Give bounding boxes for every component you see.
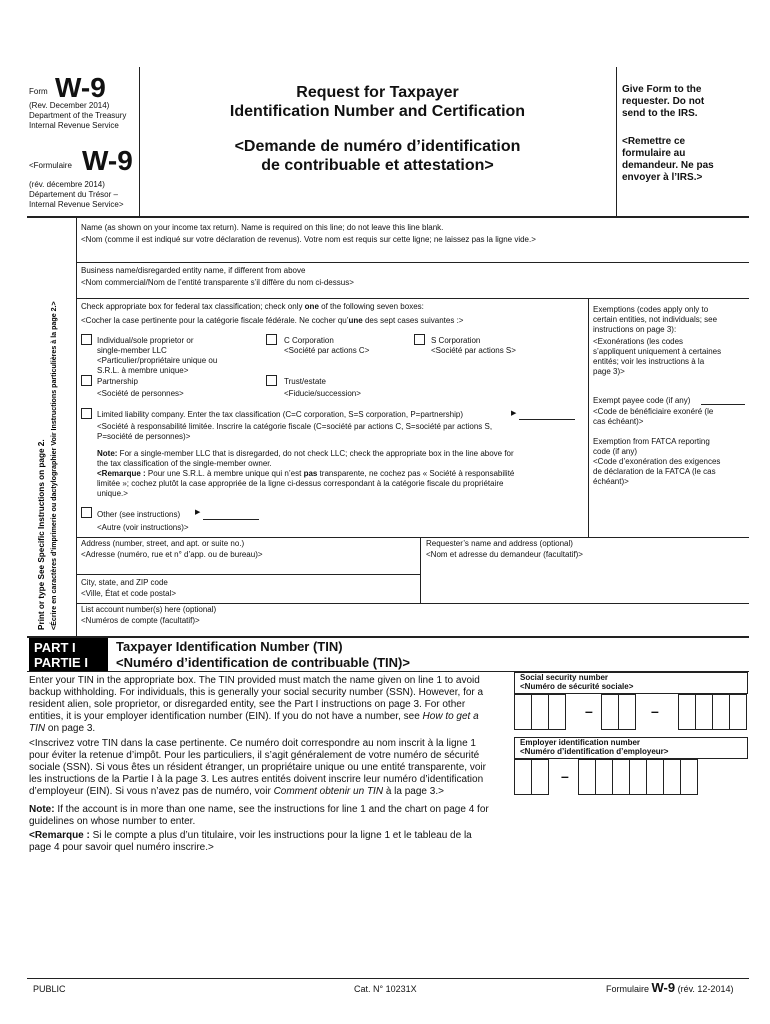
individual-checkbox[interactable] xyxy=(81,334,92,345)
exemptions-label-3: instructions on page 3): xyxy=(593,325,677,334)
name-label-fr: <Nom (comme il est indiqué sur votre déclaration de revenus). Votre nom est requis sur cette ligne; ne laissez pas la ligne vide.> xyxy=(81,235,536,244)
c-corporation-checkbox[interactable] xyxy=(266,334,277,345)
s-corporation-checkbox[interactable] xyxy=(414,334,425,345)
city-label: City, state, and ZIP code xyxy=(81,578,168,587)
exemptions-label-fr-3: entités; voir les instructions à la xyxy=(593,357,705,366)
trust-estate-label-fr: <Fiducie/succession> xyxy=(284,389,361,398)
fatca-label-fr-2: de déclaration de la FATCA (le cas xyxy=(593,467,716,476)
exemptions-label-fr: <Exonérations (les codes xyxy=(593,337,684,346)
individual-label-fr: <Particulier/propriétaire unique ou xyxy=(97,356,218,365)
instructions-line: backup withholding. For individuals, this is generally your social security number (SSN). However, for a xyxy=(29,687,484,698)
business-name-label-fr: <Nom commercial/Nom de l’entité transparente s’il diffère du nom ci-dessus> xyxy=(81,278,354,287)
address-label: Address (number, street, and apt. or suite no.) xyxy=(81,539,245,548)
s-corporation-label-fr: <Société par actions S> xyxy=(431,346,516,355)
catalog-number: Cat. N° 10231X xyxy=(354,984,417,994)
part1-remark: <Remarque : Si le compte a plus d’un titulaire, voir les instructions pour la ligne 1 et le tableau de la xyxy=(29,830,472,841)
partnership-label-fr: <Société de personnes> xyxy=(97,389,184,398)
requester-label: Requester’s name and address (optional) xyxy=(426,539,573,548)
llc-classification-field[interactable] xyxy=(519,419,575,420)
part-title-fr: <Numéro d’identification de contribuable (TIN)> xyxy=(116,655,410,670)
ssn-dash: – xyxy=(585,703,593,719)
business-name-label: Business name/disregarded entity name, if different from above xyxy=(81,266,306,275)
exemptions-label-fr-4: page 3)> xyxy=(593,367,625,376)
trust-estate-label: Trust/estate xyxy=(284,377,326,386)
revision-date-fr: (rév. décembre 2014) xyxy=(29,180,105,189)
give-form-line3: send to the IRS. xyxy=(622,108,698,119)
form-word: Form xyxy=(29,87,48,96)
llc-note: Note: For a single-member LLC that is disregarded, do not check LLC; check the appropriate box in the line above for xyxy=(97,449,514,458)
requester-label-fr: <Nom et adresse du demandeur (facultatif)> xyxy=(426,550,583,559)
instructions-line: entities, it is your employer identification number (EIN). If you do not have a number, see How to get a xyxy=(29,711,479,722)
ein-label-fr: <Numéro d’identification d’employeur> xyxy=(520,747,669,756)
fatca-label-2: code (if any) xyxy=(593,447,638,456)
individual-label-fr-2: S.R.L. à membre unique> xyxy=(97,366,189,375)
part1-note-2: guidelines on whose number to enter. xyxy=(29,816,196,827)
fatca-label-fr: <Code d’exonération des exigences xyxy=(593,457,721,466)
ein-dash: – xyxy=(561,768,569,784)
give-form-fr-line3: demandeur. Ne pas xyxy=(622,160,714,171)
llc-label: Limited liability company. Enter the tax classification (C=C corporation, S=S corporation, P=partnership) xyxy=(97,410,464,419)
llc-checkbox[interactable] xyxy=(81,408,92,419)
name-label: Name (as shown on your income tax return). Name is required on this line; do not leave this line blank. xyxy=(81,223,444,232)
partnership-checkbox[interactable] xyxy=(81,375,92,386)
instructions-line-fr: <Inscrivez votre TIN dans la case pertinente. Ce numéro doit correspondre au nom inscrit à la ligne 1 xyxy=(29,738,476,749)
give-form-line2: requester. Do not xyxy=(622,96,705,107)
c-corporation-label-fr: <Société par actions C> xyxy=(284,346,370,355)
llc-note-fr-3: unique.> xyxy=(97,489,128,498)
arrow-icon: ▶ xyxy=(511,410,517,417)
department-name-fr: Département du Trésor – xyxy=(29,190,118,199)
part-badge-en: PART I xyxy=(34,640,76,655)
side-label-line2: <Écrire en caractères d’imprimerie ou dactylographier Voir Instructions particulières à la page 2.> xyxy=(50,301,58,630)
c-corporation-label: C Corporation xyxy=(284,336,334,345)
ein-label: Employer identification number xyxy=(520,738,641,747)
fatca-label: Exemption from FATCA reporting xyxy=(593,437,710,446)
partnership-label: Partnership xyxy=(97,377,138,386)
form-word-fr: <Formulaire xyxy=(29,161,72,170)
title-en-line1: Request for Taxpayer xyxy=(296,84,459,101)
footer-left: PUBLIC xyxy=(33,984,66,994)
other-checkbox[interactable] xyxy=(81,507,92,518)
give-form-line1: Give Form to the xyxy=(622,84,702,95)
part-badge-fr: PARTIE I xyxy=(34,655,88,670)
address-label-fr: <Adresse (numéro, rue et n° d’app. ou de bureau)> xyxy=(81,550,263,559)
title-fr-line1: <Demande de numéro d’identification xyxy=(234,138,521,155)
exempt-payee-field[interactable] xyxy=(701,404,745,405)
form-number: W-9 xyxy=(55,72,106,103)
instructions-line-fr: d’employeur (EIN). Si vous n’avez pas de numéro, voir Comment obtenir un TIN à la page 3.> xyxy=(29,786,444,797)
title-en-line2: Identification Number and Certification xyxy=(229,103,526,120)
classification-label-fr: <Cocher la case pertinente pour la catégorie fiscale fédérale. Ne cocher qu’une des sept cases suivantes :> xyxy=(81,316,464,325)
llc-label-fr: <Société à responsabilité limitée. Inscrire la catégorie fiscale (C=société par actions C, S=société par actions S, xyxy=(97,422,493,431)
ssn-dash: – xyxy=(651,703,659,719)
classification-label: Check appropriate box for federal tax classification; check only one of the following seven boxes: xyxy=(81,302,424,311)
llc-note-fr: <Remarque : Pour une S.R.L. à membre unique qui n’est pas transparente, ne cochez pas « Société à responsabilité xyxy=(97,469,515,478)
trust-estate-checkbox[interactable] xyxy=(266,375,277,386)
form-number-fr: W-9 xyxy=(82,145,133,176)
exempt-payee-label-fr-2: cas échéant)> xyxy=(593,417,644,426)
part1-note: Note: If the account is in more than one name, see the instructions for line 1 and the chart on page 4 for xyxy=(29,804,489,815)
llc-note-fr-2: limitée »; cochez plutôt la case appropriée de la ligne ci-dessus correspondant à la catégorie fiscale du propriétaire xyxy=(97,479,504,488)
footer-right: Formulaire W-9 (rév. 12-2014) xyxy=(606,980,734,995)
title-fr-line2: de contribuable et attestation> xyxy=(261,157,494,174)
arrow-icon: ▶ xyxy=(195,509,201,516)
fatca-label-fr-3: échéant)> xyxy=(593,477,629,486)
city-label-fr: <Ville, État et code postal> xyxy=(81,589,177,598)
ssn-label: Social security number xyxy=(520,673,609,682)
ssn-label-fr: <Numéro de sécurité sociale> xyxy=(520,682,634,691)
revision-date: (Rev. December 2014) xyxy=(29,101,110,110)
llc-label-fr-2: P=société de personnes)> xyxy=(97,432,191,441)
exempt-payee-label-fr: <Code de bénéficiaire exonéré (le xyxy=(593,407,714,416)
other-classification-field[interactable] xyxy=(203,519,259,520)
part-title: Taxpayer Identification Number (TIN) xyxy=(116,639,343,654)
account-label-fr: <Numéros de compte (facultatif)> xyxy=(81,616,200,625)
instructions-line: TIN on page 3. xyxy=(29,723,96,734)
give-form-fr-line4: envoyer à l’IRS.> xyxy=(622,172,703,183)
individual-label: Individual/sole proprietor or xyxy=(97,336,194,345)
llc-note-2: the tax classification of the single-member owner. xyxy=(97,459,272,468)
instructions-line-fr: pour éviter la retenue d’impôt. Pour les particuliers, il s’agit généralement de votre numéro de sécurité xyxy=(29,750,480,761)
part1-remark-2: page 4 pour savoir quel numéro inscrire.> xyxy=(29,842,214,853)
side-label xyxy=(29,228,79,636)
agency-name: Internal Revenue Service xyxy=(29,121,119,130)
part-badge xyxy=(29,638,108,671)
exempt-payee-label: Exempt payee code (if any) xyxy=(593,396,691,405)
exemptions-label-fr-2: s’appliquent uniquement à certaines xyxy=(593,347,722,356)
other-label-fr: <Autre (voir instructions)> xyxy=(97,523,189,532)
exemptions-label: Exemptions (codes apply only to xyxy=(593,305,709,314)
s-corporation-label: S Corporation xyxy=(431,336,481,345)
agency-name-fr: Internal Revenue Service> xyxy=(29,200,124,209)
side-label-line1: Print or type See Specific Instructions on page 2. xyxy=(37,439,46,630)
give-form-fr-line1: <Remettre ce xyxy=(622,136,686,147)
department-name: Department of the Treasury xyxy=(29,111,127,120)
other-label: Other (see instructions) xyxy=(97,510,181,519)
instructions-line-fr: sociale (SSN). Si vous êtes un résident étranger, un propriétaire unique ou une entité transparente, voir xyxy=(29,762,486,773)
individual-label-2: single-member LLC xyxy=(97,346,167,355)
instructions-line-fr: les instructions de la Partie I à la page 3. Les autres entités doivent inscrire leur numéro d’identification xyxy=(29,774,484,785)
exemptions-label-2: certain entities, not individuals; see xyxy=(593,315,718,324)
account-label: List account number(s) here (optional) xyxy=(81,605,217,614)
instructions-line: Enter your TIN in the appropriate box. The TIN provided must match the name given on line 1 to avoid xyxy=(29,675,480,686)
instructions-line: resident alien, sole proprietor, or disregarded entity, see the Part I instructions on page 3. For other xyxy=(29,699,466,710)
give-form-fr-line2: formulaire au xyxy=(622,148,686,159)
